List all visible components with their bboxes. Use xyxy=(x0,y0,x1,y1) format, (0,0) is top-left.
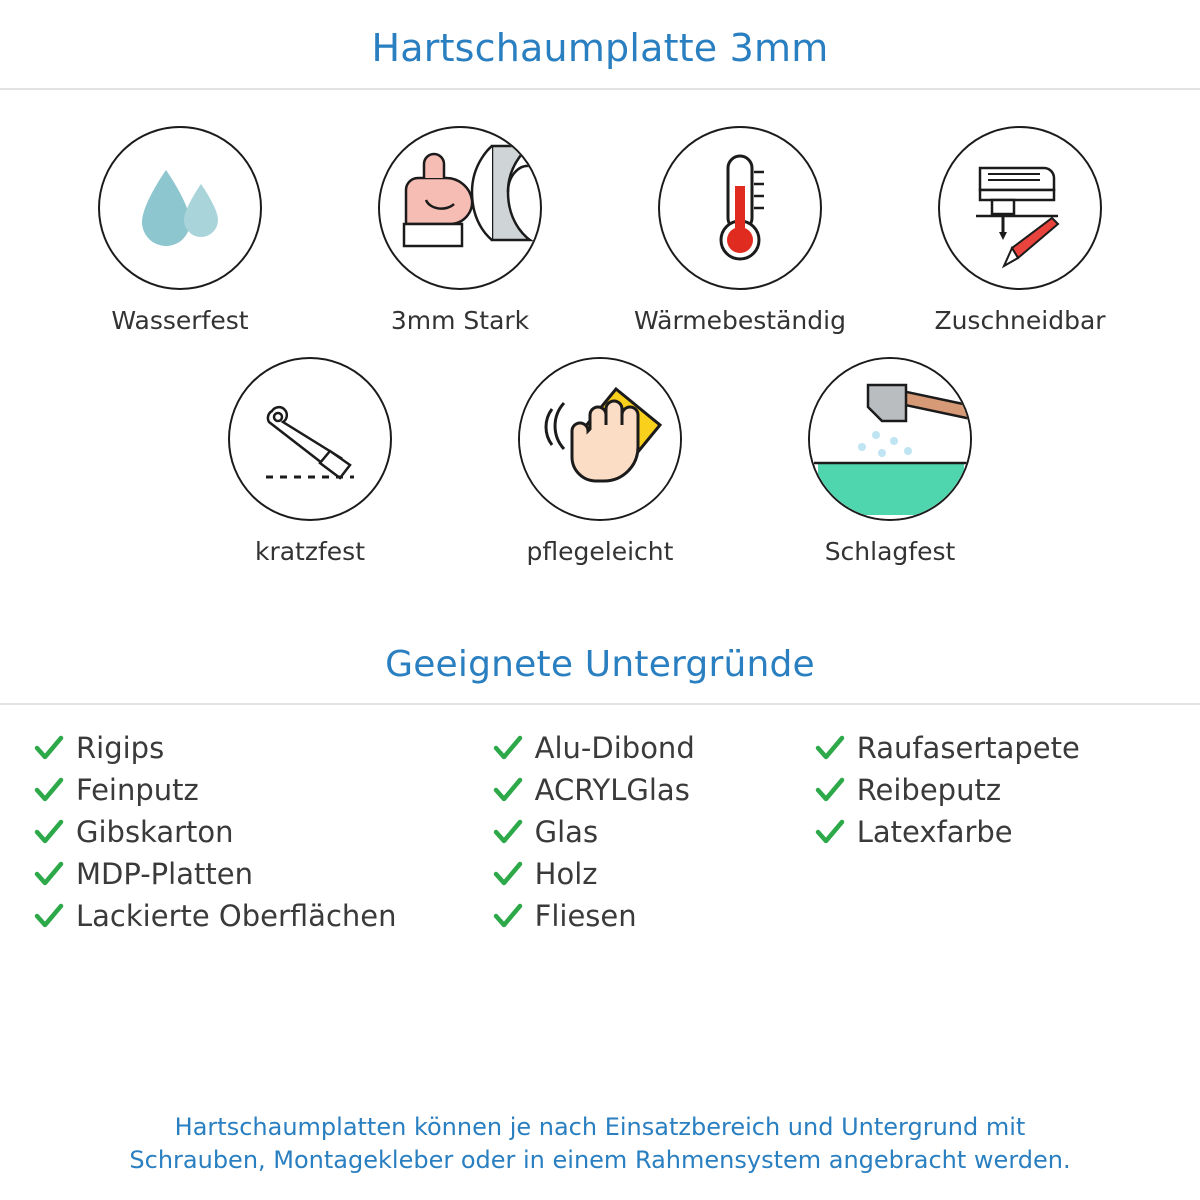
feature-pflegeleicht xyxy=(455,357,745,566)
feature-kratzfest xyxy=(165,357,455,566)
list-item-label: Alu-Dibond xyxy=(534,731,695,765)
list-item xyxy=(34,895,493,937)
cleaning-hand-cloth-icon xyxy=(520,359,680,519)
substrates-column-2 xyxy=(493,727,815,937)
list-item xyxy=(493,853,815,895)
jigsaw-cutter-icon xyxy=(940,128,1100,288)
feature-label: Zuschneidbar xyxy=(934,306,1106,335)
check-icon xyxy=(493,776,523,804)
list-item-label: Rigips xyxy=(76,731,165,765)
check-icon xyxy=(34,734,64,762)
list-item xyxy=(493,895,815,937)
check-icon xyxy=(815,776,845,804)
feature-label: kratzfest xyxy=(254,537,365,566)
feature-icon-circle xyxy=(98,126,262,290)
feature-label: Wärmebeständig xyxy=(634,306,846,335)
list-item xyxy=(493,727,815,769)
check-icon xyxy=(493,860,523,888)
feature-icon-circle xyxy=(808,357,972,521)
footer-note xyxy=(0,1111,1200,1178)
feature-row-2 xyxy=(0,357,1200,566)
check-icon xyxy=(34,860,64,888)
substrates-heading: Geeignete Untergründe xyxy=(385,644,815,685)
feature-icon-circle xyxy=(518,357,682,521)
feature-schlagfest xyxy=(745,357,1035,566)
thermometer-icon xyxy=(660,128,820,288)
feature-row-1 xyxy=(0,126,1200,335)
feature-3mm-stark xyxy=(320,126,600,335)
list-item-label: Holz xyxy=(534,857,598,891)
saw-scratch-icon xyxy=(230,359,390,519)
feature-label: 3mm Stark xyxy=(390,306,530,335)
check-icon xyxy=(815,818,845,846)
list-item xyxy=(815,811,1166,853)
list-item xyxy=(34,853,493,895)
hammer-impact-icon xyxy=(810,359,970,519)
list-item-label: Gibskarton xyxy=(76,815,234,849)
list-item-label: MDP-Platten xyxy=(76,857,253,891)
list-item xyxy=(34,727,493,769)
footer-note-line-1: Hartschaumplatten können je nach Einsatzbereich und Untergrund mit xyxy=(174,1112,1026,1141)
list-item-label: Reibeputz xyxy=(856,773,1002,807)
list-item-label: Fliesen xyxy=(534,899,637,933)
feature-waermebestaendig xyxy=(600,126,880,335)
list-item-label: Latexfarbe xyxy=(856,815,1013,849)
substrates-column-3 xyxy=(815,727,1166,937)
check-icon xyxy=(34,902,64,930)
feature-icon-circle xyxy=(378,126,542,290)
substrates-section xyxy=(0,705,1200,937)
list-item xyxy=(34,811,493,853)
substrates-column-1 xyxy=(34,727,493,937)
check-icon xyxy=(493,902,523,930)
list-item-label: Glas xyxy=(534,815,599,849)
feature-icon-circle xyxy=(938,126,1102,290)
feature-zuschneidbar xyxy=(880,126,1160,335)
check-icon xyxy=(493,818,523,846)
feature-icon-circle xyxy=(658,126,822,290)
list-item xyxy=(34,769,493,811)
water-drops-icon xyxy=(100,128,260,288)
list-item-label: Lackierte Oberflächen xyxy=(76,899,397,933)
list-item-label: Feinputz xyxy=(76,773,199,807)
check-icon xyxy=(34,776,64,804)
feature-wasserfest xyxy=(40,126,320,335)
list-item xyxy=(493,811,815,853)
page-title: Hartschaumplatte 3mm xyxy=(371,26,829,70)
list-item xyxy=(815,769,1166,811)
strong-arm-icon xyxy=(380,128,540,288)
list-item xyxy=(493,769,815,811)
list-item-label: Raufasertapete xyxy=(856,731,1080,765)
feature-icon-circle xyxy=(228,357,392,521)
feature-label: pflegeleicht xyxy=(526,537,674,566)
check-icon xyxy=(493,734,523,762)
title-bar xyxy=(0,0,1200,90)
list-item xyxy=(815,727,1166,769)
list-item-label: ACRYLGlas xyxy=(534,773,690,807)
check-icon xyxy=(815,734,845,762)
footer-note-line-2: Schrauben, Montagekleber oder in einem Rahmensystem angebracht werden. xyxy=(129,1146,1071,1175)
features-section xyxy=(0,90,1200,566)
substrates-title-bar xyxy=(0,638,1200,705)
feature-label: Wasserfest xyxy=(111,306,249,335)
check-icon xyxy=(34,818,64,846)
feature-label: Schlagfest xyxy=(824,537,956,566)
